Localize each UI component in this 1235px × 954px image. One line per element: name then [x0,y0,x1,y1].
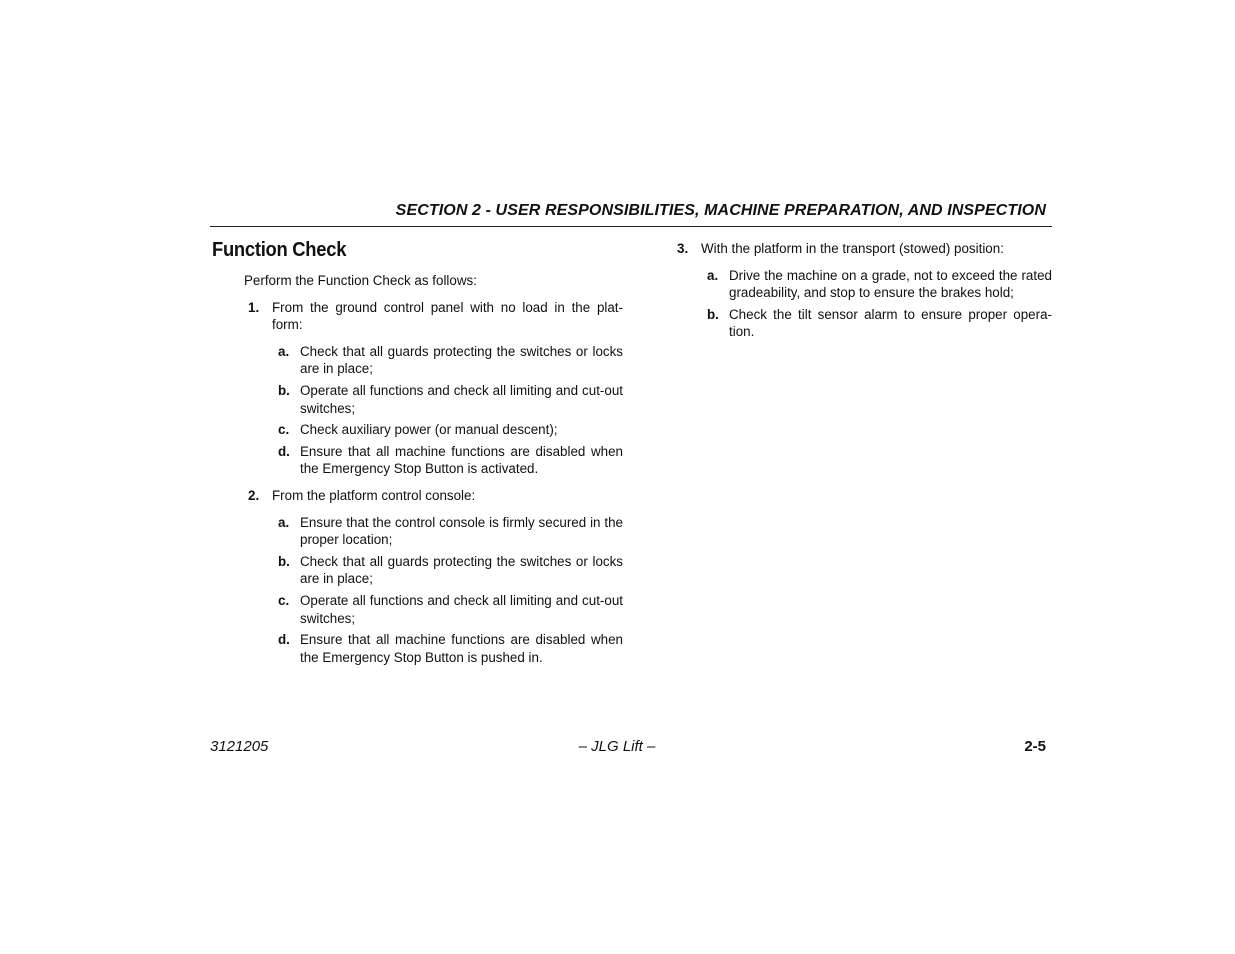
list-letter: d. [278,632,290,648]
list-text: Check that all guards protecting the switches or locks are in place; [300,343,623,377]
list-text: Operate all functions and check all limiting and cut-out switches; [300,592,623,626]
step-text: From the platform control console: [272,487,476,503]
step-number: 2. [248,487,260,503]
step-3 [673,240,1052,341]
list-text: Check the tilt sensor alarm to ensure proper opera-tion. [729,306,1052,340]
doc-number: 3121205 [210,738,269,755]
list-letter: d. [278,443,290,459]
list-item [272,421,623,439]
list-letter: a. [278,514,290,530]
list-item [701,306,1052,341]
step-text: From the ground control panel with no load in the plat-form: [272,299,623,333]
intro-text: Perform the Function Check as follows: [244,273,477,288]
list-letter: a. [278,343,290,359]
list-letter: a. [707,267,719,283]
list-item [272,514,623,549]
list-text: Ensure that the control console is firmly secured in the proper location; [300,514,623,548]
list-letter: b. [278,553,290,569]
sub-list [272,514,623,667]
list-item [272,382,623,417]
sub-list [701,267,1052,341]
right-column [673,240,1052,350]
step-number: 3. [677,241,689,256]
list-letter: c. [278,422,290,438]
list-text: Check auxiliary power (or manual descent); [300,422,558,438]
page-number: 2-5 [1024,738,1046,755]
list-item [272,343,623,378]
list-text: Ensure that all machine functions are disabled when the Emergency Stop Button is pushed in. [300,632,623,665]
list-text: Ensure that all machine functions are disabled when the Emergency Stop Button is activated. [300,443,623,477]
sub-list [272,343,623,478]
step-2 [244,487,623,666]
footer-brand: – JLG Lift – [578,738,656,755]
list-item [272,631,623,666]
list-letter: c. [278,592,290,608]
step-number: 1. [248,299,260,315]
list-letter: b. [707,306,719,322]
list-item [272,443,623,478]
list-item [272,553,623,588]
list-item [701,267,1052,302]
step-text: With the platform in the transport (stowed) position: [701,241,1004,256]
page-title: Function Check [212,239,347,261]
section-header: SECTION 2 - USER RESPONSIBILITIES, MACHINE PREPARATION, AND INSPECTION [395,202,1046,219]
list-text: Check that all guards protecting the switches or locks are in place; [300,553,623,587]
list-text: Drive the machine on a grade, not to exceed the rated gradeability, and stop to ensure the brakes hold; [729,267,1052,301]
left-column [244,272,623,675]
list-item [272,592,623,627]
step-1 [244,299,623,478]
list-letter: b. [278,382,290,398]
header-rule [210,226,1052,227]
list-text: Operate all functions and check all limiting and cut-out switches; [300,382,623,416]
